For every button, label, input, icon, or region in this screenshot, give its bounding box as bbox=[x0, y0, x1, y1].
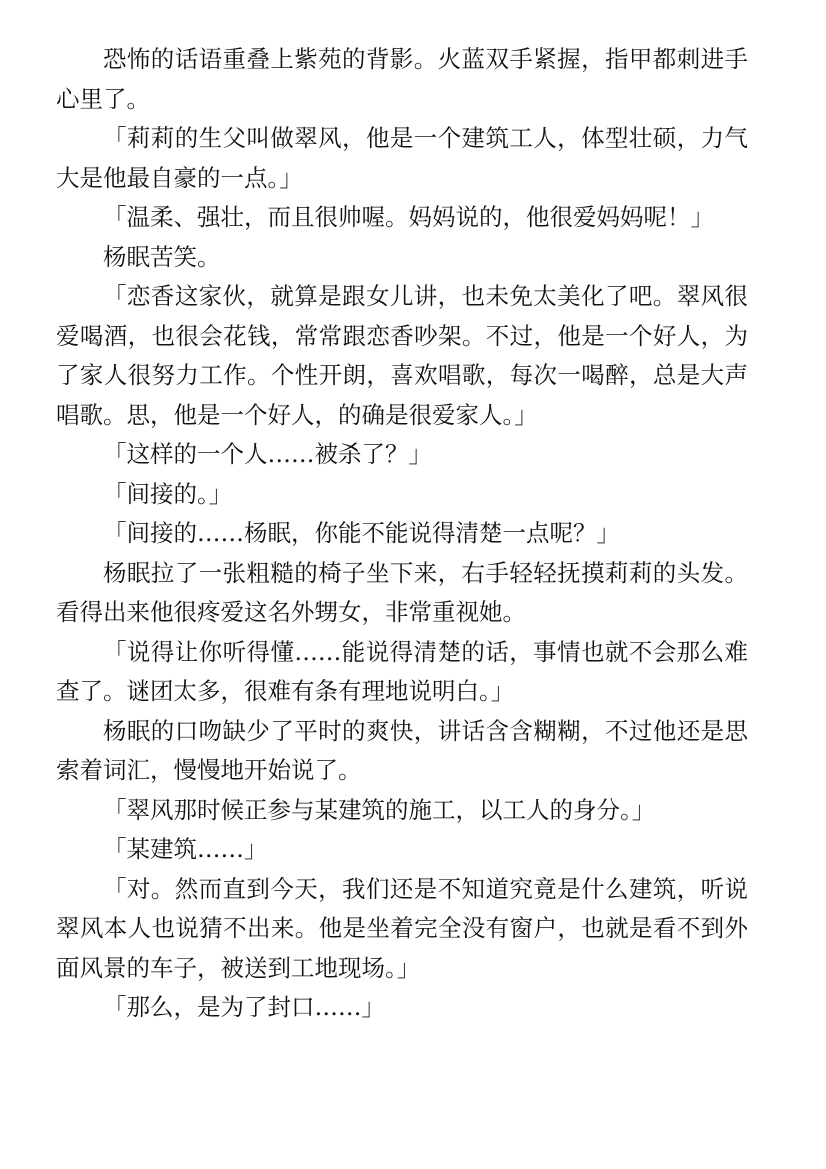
paragraph: 「某建筑……」 bbox=[103, 835, 268, 863]
paragraph: 恐怖的话语重叠上紫苑的背影。火蓝双手紧握，指甲都刺进手心里了。 bbox=[56, 45, 748, 113]
paragraph: 「对。然而直到今天，我们还是不知道究竟是什么建筑，听说翠风本人也说猜不出来。他是坐着完全没有窗户，也就是看不到外面风景的车子，被送到工地现场。」 bbox=[56, 874, 748, 982]
page-body bbox=[56, 40, 748, 1028]
paragraph: 「间接的……杨眠，你能不能说得清楚一点呢？」 bbox=[103, 519, 620, 547]
paragraph: 杨眠拉了一张粗糙的椅子坐下来，右手轻轻抚摸莉莉的头发。看得出来他很疼爱这名外甥女，非常重视她。 bbox=[56, 558, 748, 626]
paragraph: 「翠风那时候正参与某建筑的施工，以工人的身分。」 bbox=[103, 795, 656, 824]
paragraph: 「温柔、强壮，而且很帅喔。妈妈说的，他很爱妈妈呢！」 bbox=[103, 203, 714, 231]
paragraph: 杨眠苦笑。 bbox=[103, 242, 221, 271]
paragraph: 「说得让你听得懂……能说得清楚的话，事情也就不会那么难查了。谜团太多，很难有条有理地说明白。」 bbox=[56, 637, 748, 705]
paragraph: 「莉莉的生父叫做翠风，他是一个建筑工人，体型壮硕，力气大是他最自豪的一点。」 bbox=[56, 124, 748, 192]
paragraph: 「这样的一个人……被杀了？」 bbox=[103, 440, 432, 468]
paragraph: 「恋香这家伙，就算是跟女儿讲，也未免太美化了吧。翠风很爱喝酒，也很会花钱，常常跟恋香吵架。不过，他是一个好人，为了家人很努力工作。个性开朗，喜欢唱歌，每次一喝醉，总是大声唱歌。思，他是一个好人，的确是很爱家人。」 bbox=[56, 282, 748, 429]
paragraph: 杨眠的口吻缺少了平时的爽快，讲话含含糊糊，不过他还是思索着词汇，慢慢地开始说了。 bbox=[56, 716, 748, 784]
paragraph: 「间接的。」 bbox=[103, 479, 233, 508]
paragraph: 「那么，是为了封口……」 bbox=[103, 993, 385, 1021]
